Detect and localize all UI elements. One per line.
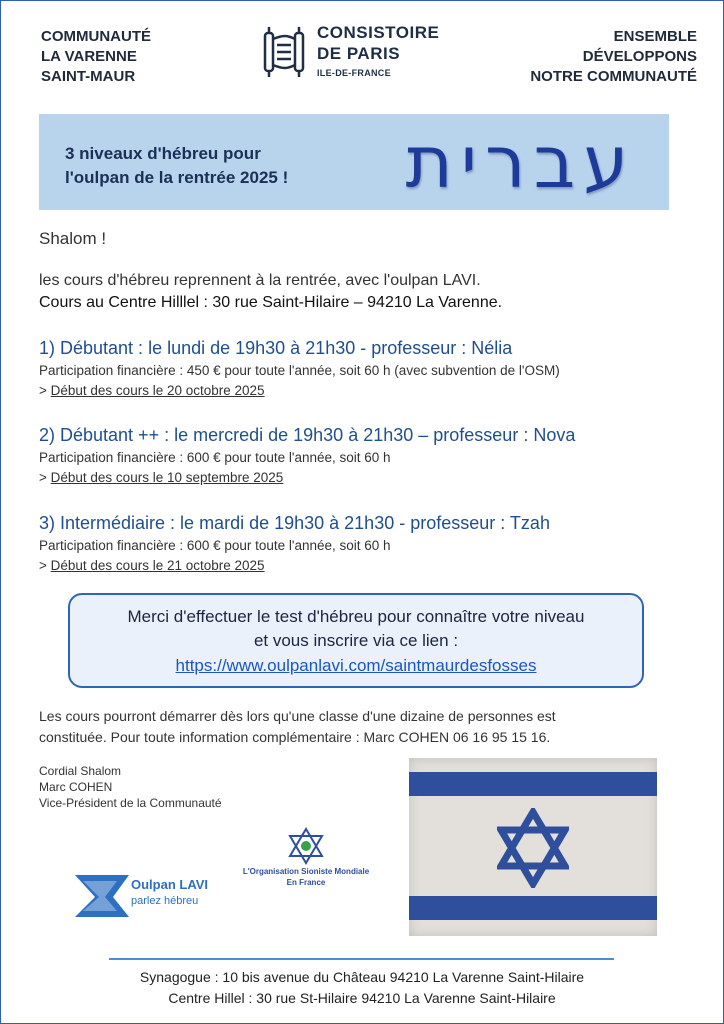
callout-text: et vous inscrire via ce lien : — [253, 631, 459, 650]
logo-subtitle: ILE-DE-FRANCE — [317, 68, 391, 78]
registration-link[interactable]: https://www.oulpanlavi.com/saintmaurdesfosses — [175, 656, 537, 675]
info-line: Les cours pourront démarrer dès lors qu'une classe d'une dizaine de personnes est — [39, 708, 556, 724]
osm-subtitle: En France — [286, 878, 326, 887]
star-of-david-icon — [497, 808, 569, 888]
israel-flag-icon — [409, 758, 657, 936]
footer-line: Synagogue : 10 bis avenue du Château 94210 La Varenne Saint-Hilaire — [139, 969, 585, 985]
greeting: Shalom ! — [39, 229, 107, 248]
level-title: 3) Intermédiaire : le mardi de 19h30 à 21h30 - professeur : Tzah — [39, 513, 550, 533]
osm-logo — [241, 827, 371, 891]
callout-text: Merci d'effectuer le test d'hébreu pour connaître votre niveau — [127, 607, 585, 626]
level-price: Participation financière : 450 € pour toute l'année, soit 60 h (avec subvention de l'OSM) — [39, 363, 560, 378]
logo-title: CONSISTOIRE — [317, 23, 440, 42]
star-of-david-icon — [287, 827, 325, 865]
intro-text: les cours d'hébreu reprennent à la rentrée, avec l'oulpan LAVI. — [39, 272, 481, 289]
banner-title — [65, 142, 288, 190]
community-line: COMMUNAUTÉ — [41, 28, 151, 45]
torah-scroll-icon — [259, 25, 309, 79]
slogan-line: NOTRE COMMUNAUTÉ — [530, 68, 697, 85]
oulpan-lavi-logo-icon — [73, 871, 131, 921]
level-start-prefix: > — [39, 470, 51, 485]
level-start — [39, 383, 265, 398]
osm-name: L'Organisation Sioniste Mondiale — [242, 867, 370, 876]
info-line: constituée. Pour toute information complémentaire : Marc COHEN 06 16 95 15 16. — [39, 729, 551, 745]
signature — [39, 763, 222, 811]
slogan-line: DÉVELOPPONS — [582, 48, 697, 65]
community-line: SAINT-MAUR — [41, 68, 136, 85]
signature-line: Marc COHEN — [39, 780, 113, 794]
banner-line: l'oulpan de la rentrée 2025 ! — [65, 168, 289, 187]
oulpan-name: Oulpan LAVI — [131, 877, 209, 892]
footer-addresses — [1, 967, 723, 1009]
oulpan-tagline: parlez hébreu — [131, 895, 199, 907]
hebrew-word: עברית — [405, 120, 637, 204]
level-start — [39, 470, 283, 485]
level-start-prefix: > — [39, 383, 51, 398]
community-name — [41, 27, 151, 87]
level-start-date: Début des cours le 10 septembre 2025 — [50, 470, 284, 485]
intro-address: Cours au Centre Hilllel : 30 rue Saint-Hilaire – 94210 La Varenne. — [39, 294, 503, 311]
oulpan-lavi-logo — [73, 871, 213, 921]
level-price: Participation financière : 600 € pour toute l'année, soit 60 h — [39, 538, 391, 553]
flag-stripe — [409, 896, 657, 920]
level-title: 2) Débutant ++ : le mercredi de 19h30 à 21h30 – professeur : Nova — [39, 425, 576, 445]
title-banner — [39, 114, 669, 210]
signature-line: Cordial Shalom — [39, 764, 122, 778]
banner-line: 3 niveaux d'hébreu pour — [65, 144, 261, 163]
signature-line: Vice-Président de la Communauté — [39, 796, 222, 810]
level-start-prefix: > — [39, 558, 51, 573]
level-start — [39, 558, 265, 573]
community-line: LA VARENNE — [41, 48, 137, 65]
footer-line: Centre Hillel : 30 rue St-Hilaire 94210 La Varenne Saint-Hilaire — [168, 990, 556, 1006]
level-start-date: Début des cours le 21 octobre 2025 — [50, 558, 265, 573]
info-paragraph — [39, 706, 679, 748]
flag-stripe — [409, 772, 657, 796]
consistoire-logo — [259, 23, 459, 83]
community-slogan — [530, 27, 697, 87]
slogan-line: ENSEMBLE — [613, 28, 697, 45]
registration-callout — [68, 593, 644, 688]
level-price: Participation financière : 600 € pour toute l'année, soit 60 h — [39, 450, 391, 465]
footer-divider — [109, 958, 614, 960]
level-title: 1) Débutant : le lundi de 19h30 à 21h30 - professeur : Nélia — [39, 338, 513, 358]
level-start-date: Début des cours le 20 octobre 2025 — [50, 383, 265, 398]
logo-title: DE PARIS — [317, 44, 401, 63]
